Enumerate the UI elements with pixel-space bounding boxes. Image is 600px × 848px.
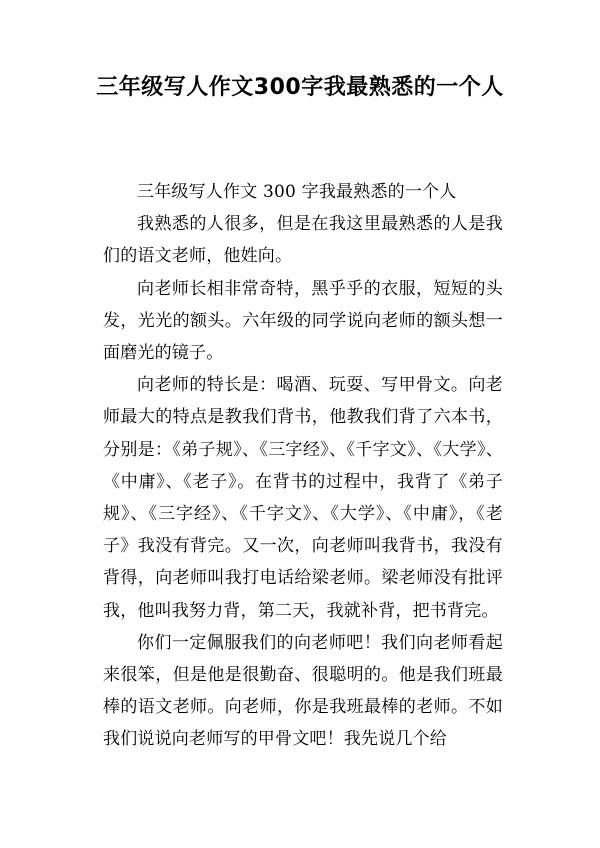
paragraph: 三年级写人作文 300 字我最熟悉的一个人 — [137, 182, 457, 202]
paragraph: 向老师长相非常奇特，黑乎乎的衣服，短短的头发，光光的额头。六年级的同学说向老师的额头想一面磨光的镜子。 — [103, 278, 503, 364]
paragraph: 向老师的特长是：喝酒、玩耍、写甲骨文。向老师最大的特点是教我们背书，他教我们背了六本书，分别是：《弟子规》、《三字经》、《千字文》、《大学》、《中庸》、《老子》。在背书的过程中，我背了《弟子规》、《三字经》、《千字文》、《大学》、《中庸》，《老子》我没有背完。又一次，向老师叫我背书，我没有背得，向老师叫我打电话给梁老师。梁老师没有批评我，他叫我努力背，第二天，我就补背，把书背完。 — [103, 375, 503, 621]
paragraph: 我熟悉的人很多，但是在我这里最熟悉的人是我们的语文老师，他姓向。 — [103, 214, 503, 267]
document-title: 三年级写人作文300字我最熟悉的一个人 — [96, 75, 504, 100]
paragraph: 你们一定佩服我们的向老师吧！我们向老师看起来很笨，但是他是很勤奋、很聪明的。他是我们班最棒的语文老师。向老师，你是我班最棒的老师。不如我们说说向老师写的甲骨文吧！我先说几个给 — [103, 632, 503, 750]
document-body — [103, 176, 503, 756]
